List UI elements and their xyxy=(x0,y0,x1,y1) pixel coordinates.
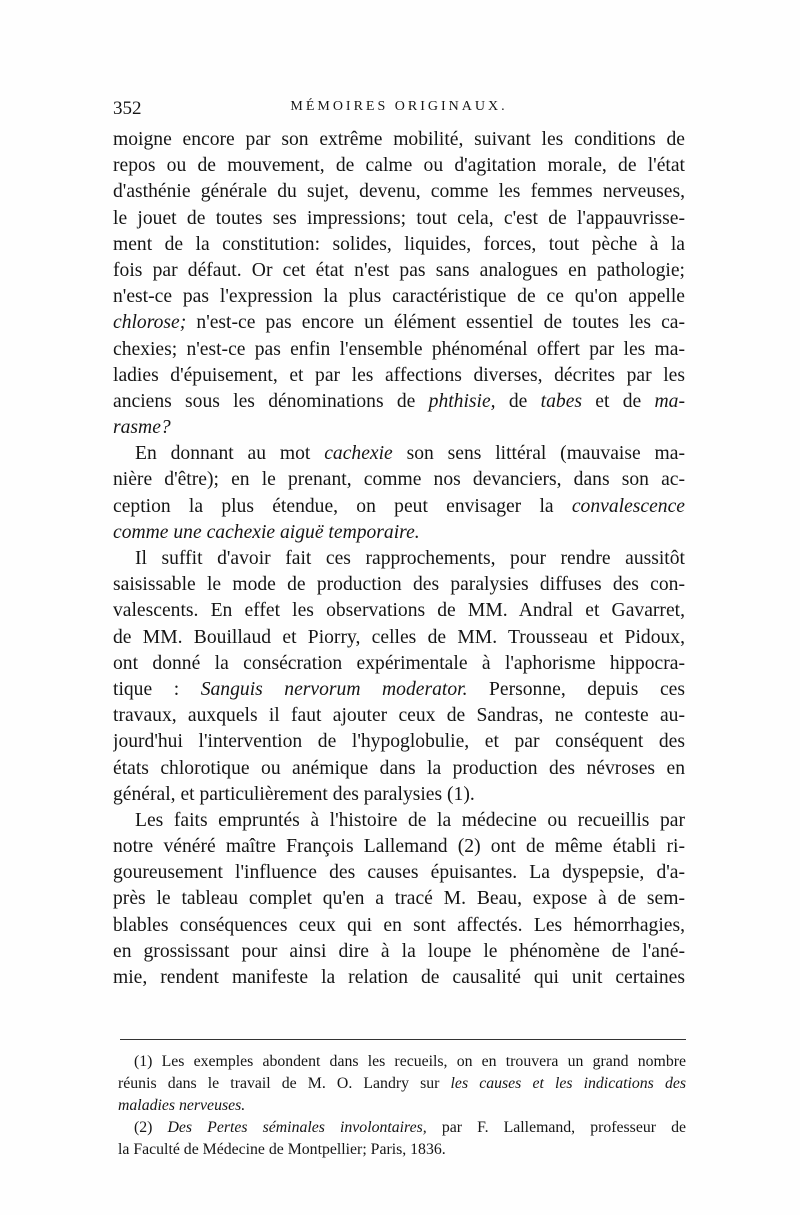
text-run: le jouet de toutes ses impressions; tout cela, c'est de l'appauvrisse- xyxy=(113,207,685,229)
text-run: travaux, auxquels il faut ajouter ceux de Sandras, ne conteste au- xyxy=(113,705,685,727)
text-line xyxy=(113,206,685,232)
text-run: ont donné la consécration expérimentale à l'aphorisme hippocra- xyxy=(113,652,685,674)
italic-phrase: comme une cachexie aiguë temporaire. xyxy=(113,521,420,543)
text-line xyxy=(113,782,685,808)
italic-phrase: Des Pertes séminales involontaires, xyxy=(167,1119,427,1136)
text-line xyxy=(113,546,685,572)
text-line xyxy=(113,756,685,782)
text-run: goureusement l'influence des causes épuisantes. La dyspepsie, d'a- xyxy=(113,862,685,884)
text-line xyxy=(113,284,685,310)
text-run: anciens sous les dénominations de xyxy=(113,390,429,412)
text-run: jourd'hui l'intervention de l'hypoglobulie, et par conséquent des xyxy=(113,731,685,753)
text-run: de MM. Bouillaud et Piorry, celles de MM. Trousseau et Pidoux, xyxy=(113,626,685,648)
text-run: Il suffit d'avoir fait ces rapprochements, pour rendre aussitôt xyxy=(135,548,685,569)
text-run: de xyxy=(495,390,541,412)
text-line xyxy=(113,834,685,860)
italic-phrase: Sanguis nervorum moderator. xyxy=(200,678,468,700)
text-run: ment de la constitution: solides, liquides, forces, tout pèche à la xyxy=(113,233,685,255)
italic-phrase: maladies nerveuses. xyxy=(118,1097,246,1114)
text-line xyxy=(113,703,685,729)
italic-phrase: phthisie, xyxy=(428,390,496,412)
text-line xyxy=(113,886,685,912)
text-line xyxy=(113,363,685,389)
footnote-line xyxy=(118,1051,686,1073)
text-line xyxy=(113,415,685,441)
text-run: et de xyxy=(582,390,655,412)
text-run: en grossissant pour ainsi dire à la loupe le phénomène de l'ané- xyxy=(113,940,685,962)
footnote-line xyxy=(118,1095,686,1117)
text-run: chexies; n'est-ce pas enfin l'ensemble phénoménal offert par les ma- xyxy=(113,338,685,360)
text-line xyxy=(113,232,685,258)
text-line xyxy=(113,389,685,415)
text-line xyxy=(113,572,685,598)
page-header xyxy=(113,98,685,120)
italic-phrase: convalescence xyxy=(571,495,685,517)
text-run: nière d'être); en le prenant, comme nos devanciers, dans son ac- xyxy=(113,469,685,491)
text-run: états chlorotique ou anémique dans la production des névroses en xyxy=(113,757,685,779)
text-run: En donnant au mot xyxy=(135,443,325,465)
text-run: ladies d'épuisement, et par les affections diverses, décrites par les xyxy=(113,364,685,386)
text-run: (1) Les exemples abondent dans les recueils, on en trouvera un grand nombre xyxy=(134,1053,686,1070)
footnote-line xyxy=(118,1117,686,1139)
text-run: Personne, depuis ces xyxy=(467,678,685,700)
text-run: général, et particulièrement des paralysies (1). xyxy=(113,783,475,805)
text-line xyxy=(113,467,685,493)
text-run: la Faculté de Médecine de Montpellier; Paris, 1836. xyxy=(118,1141,446,1158)
text-line xyxy=(113,179,685,205)
text-line xyxy=(113,337,685,363)
text-line xyxy=(113,258,685,284)
footnote-rule xyxy=(120,1039,686,1040)
footnote-line xyxy=(118,1073,686,1095)
text-run: saisissable le mode de production des paralysies diffuses des con- xyxy=(113,574,685,596)
italic-phrase: chlorose; xyxy=(113,312,187,334)
text-line xyxy=(113,494,685,520)
italic-phrase: rasme? xyxy=(113,417,171,439)
text-line xyxy=(113,310,685,336)
footnote-line xyxy=(118,1139,686,1161)
text-run: notre vénéré maître François Lallemand (2) ont de même établi ri- xyxy=(113,836,685,858)
text-line xyxy=(113,520,685,546)
text-run: mie, rendent manifeste la relation de causalité qui unit certaines xyxy=(113,967,685,988)
text-line xyxy=(113,598,685,624)
text-line xyxy=(113,127,685,153)
text-line xyxy=(113,913,685,939)
text-run: moigne encore par son extrême mobilité, suivant les conditions de xyxy=(113,129,685,150)
text-run: d'asthénie générale du sujet, devenu, comme les femmes nerveuses, xyxy=(113,181,685,203)
text-line xyxy=(113,729,685,755)
text-run: son sens littéral (mauvaise ma- xyxy=(392,443,685,465)
text-line xyxy=(113,651,685,677)
running-title: MÉMOIRES ORIGINAUX. xyxy=(290,99,508,114)
text-run: Les faits empruntés à l'histoire de la médecine ou recueillis par xyxy=(135,809,685,831)
body-text xyxy=(113,127,685,991)
text-run: près le tableau complet qu'en a tracé M. Beau, expose à de sem- xyxy=(113,888,685,910)
text-line xyxy=(113,939,685,965)
text-run: blables conséquences ceux qui en sont affectés. Les hémorrhagies, xyxy=(113,914,685,936)
text-run: valescents. En effet les observations de MM. Andral et Gavarret, xyxy=(113,600,685,622)
text-run: n'est-ce pas encore un élément essentiel de toutes les ca- xyxy=(186,312,685,334)
italic-phrase: cachexie xyxy=(324,443,393,465)
footnotes xyxy=(118,1051,686,1161)
page-number: 352 xyxy=(113,98,142,119)
italic-phrase: ma- xyxy=(654,390,685,412)
text-run: fois par défaut. Or cet état n'est pas sans analogues en pathologie; xyxy=(113,259,685,281)
italic-phrase: les causes et les indications des xyxy=(450,1075,686,1092)
text-run: ception la plus étendue, on peut envisager la xyxy=(113,495,572,517)
text-line xyxy=(113,965,685,991)
text-line xyxy=(113,153,685,179)
text-line xyxy=(113,860,685,886)
text-run: (2) xyxy=(134,1119,168,1136)
text-line xyxy=(113,808,685,834)
text-line xyxy=(113,625,685,651)
text-run: repos ou de mouvement, de calme ou d'agitation morale, de l'état xyxy=(113,155,685,177)
text-run: par F. Lallemand, professeur de xyxy=(426,1119,686,1136)
italic-phrase: tabes xyxy=(540,390,583,412)
text-line xyxy=(113,677,685,703)
text-run: tique : xyxy=(113,678,201,700)
text-run: n'est-ce pas l'expression la plus caractéristique de ce qu'on appelle xyxy=(113,286,685,308)
text-line xyxy=(113,441,685,467)
text-run: réunis dans le travail de M. O. Landry sur xyxy=(118,1075,451,1092)
